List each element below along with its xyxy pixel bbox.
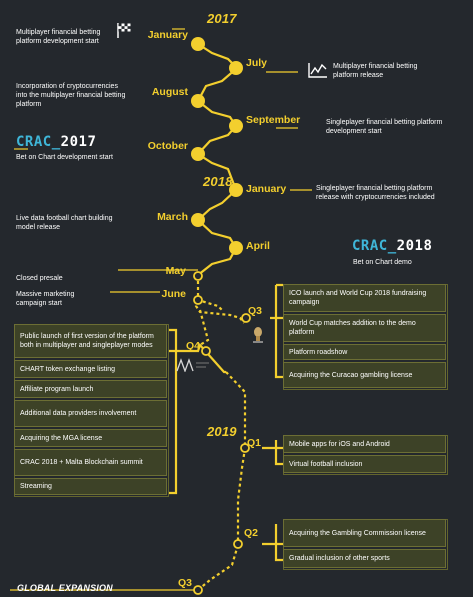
event-jun-2018: Massive marketing campaign start bbox=[16, 291, 75, 307]
malta-summit-logo-icon bbox=[176, 358, 210, 372]
q3-2018-item: Acquiring the Curacao gambling license bbox=[283, 362, 446, 388]
label-q3-2019: Q3 bbox=[178, 577, 193, 589]
event-jan-2018: Singleplayer financial betting platform release with cryptocurrencies included bbox=[316, 185, 435, 201]
node-jan-2017 bbox=[191, 37, 205, 51]
q1-2019-bracket bbox=[262, 440, 283, 464]
global-expansion-heading: GLOBAL EXPANSION bbox=[17, 583, 113, 593]
q4-2018-item: CRAC 2018 + Malta Blockchain summit bbox=[14, 449, 167, 476]
crac-2018-logo: CRAC_2018 bbox=[352, 238, 433, 254]
node-q2-2019 bbox=[234, 540, 242, 548]
q3-2018-bracket bbox=[270, 285, 283, 377]
world-cup-logo-icon bbox=[251, 326, 265, 344]
node-aug-2017 bbox=[191, 94, 205, 108]
q3-2018-item: Platform roadshow bbox=[283, 344, 446, 360]
month-may: May bbox=[165, 265, 186, 277]
node-q4-2018 bbox=[202, 347, 210, 355]
event-aug-2017: Incorporation of cryptocurrencies into the multiplayer financial betting platform bbox=[16, 83, 126, 108]
month-january-2017: January bbox=[147, 29, 188, 41]
month-july: July bbox=[246, 57, 268, 69]
node-jul-2017 bbox=[229, 61, 243, 75]
event-jan-2017: Multiplayer financial betting platform development start bbox=[16, 29, 101, 45]
month-march: March bbox=[157, 211, 188, 223]
event-oct-2017: Bet on Chart development start bbox=[16, 154, 113, 161]
event-mar-2018: Live data football chart building model release bbox=[16, 215, 113, 231]
month-june: June bbox=[161, 288, 186, 300]
q1-2019-item: Virtual football inclusion bbox=[283, 455, 446, 473]
node-oct-2017 bbox=[191, 147, 205, 161]
checkered-flag-icon bbox=[115, 21, 133, 39]
q2-2019-item: Gradual inclusion of other sports bbox=[283, 549, 446, 568]
rising-chart-icon bbox=[308, 62, 328, 78]
month-october: October bbox=[147, 140, 188, 152]
month-april: April bbox=[246, 240, 270, 252]
label-q1-2019: Q1 bbox=[247, 437, 262, 449]
node-may-2018 bbox=[194, 272, 202, 280]
node-apr-2018 bbox=[229, 241, 243, 255]
label-q4-2018: Q4 bbox=[186, 340, 201, 352]
event-apr-2018: Bet on Chart demo bbox=[353, 259, 412, 266]
event-jul-2017: Multiplayer financial betting platform release bbox=[333, 63, 418, 79]
node-sep-2017 bbox=[229, 119, 243, 133]
year-2018: 2018 bbox=[203, 174, 233, 189]
timeline-path-solid bbox=[198, 44, 236, 275]
q3-2018-item: ICO launch and World Cup 2018 fundraising campaign bbox=[283, 284, 446, 312]
q4-2018-item: CHART token exchange listing bbox=[14, 360, 167, 378]
node-mar-2018 bbox=[191, 213, 205, 227]
month-august: August bbox=[151, 86, 188, 98]
q4-2018-item: Affiliate program launch bbox=[14, 380, 167, 398]
event-sep-2017: Singleplayer financial betting platform development start bbox=[326, 119, 443, 135]
q3-2018-item: World Cup matches addition to the demo platform bbox=[283, 314, 446, 342]
q4-2018-item: Public launch of first version of the platform both in multiplayer and singleplayer modes bbox=[14, 324, 167, 358]
month-january-2018: January bbox=[246, 183, 287, 195]
node-q3-2019 bbox=[194, 586, 202, 594]
q2-2019-item: Acquiring the Gambling Commission license bbox=[283, 519, 446, 547]
q2-2019-bracket bbox=[262, 524, 283, 560]
month-september: September bbox=[246, 114, 301, 126]
q4-2018-item: Additional data providers involvement bbox=[14, 400, 167, 427]
q1-2019-item: Mobile apps for iOS and Android bbox=[283, 435, 446, 453]
node-jun-2018 bbox=[194, 296, 202, 304]
label-q3-2018: Q3 bbox=[248, 305, 263, 317]
q4-2018-item: Streaming bbox=[14, 478, 167, 495]
year-2019: 2019 bbox=[207, 424, 237, 439]
crac-2017-logo: CRAC_2017 bbox=[16, 134, 97, 150]
q4-2018-item: Acquiring the MGA license bbox=[14, 429, 167, 447]
label-q2-2019: Q2 bbox=[244, 527, 259, 539]
q4-2018-bracket bbox=[168, 330, 176, 493]
year-2017: 2017 bbox=[207, 11, 237, 26]
event-may-2018: Closed presale bbox=[16, 275, 63, 282]
